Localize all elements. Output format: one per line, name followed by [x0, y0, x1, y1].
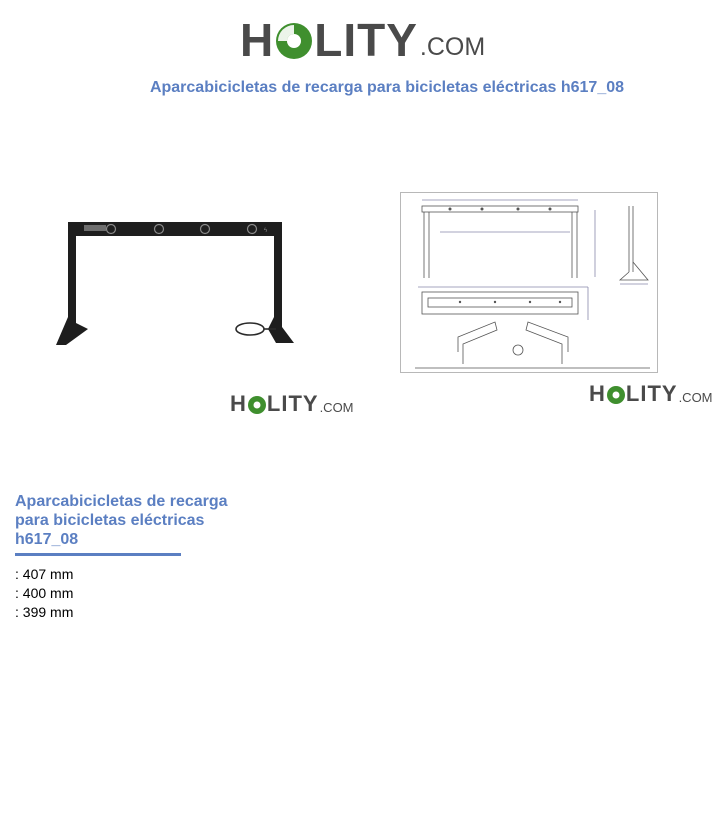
spec-row: : 407 mm [15, 566, 74, 582]
logo-lity: LITY [314, 14, 418, 66]
logo-o-icon [606, 382, 626, 406]
logo-lity: LITY [266, 391, 319, 416]
spec-row: : 399 mm [15, 604, 74, 620]
logo-com: .COM [419, 32, 486, 61]
technical-drawing [400, 192, 662, 374]
product-name-heading: Aparcabicicletas de recarga para bicicletas eléctricas h617_08 [15, 493, 228, 548]
logo-o-icon [274, 17, 314, 63]
holity-logo-small[interactable] [589, 380, 713, 408]
page-title: Aparcabicicletas de recarga para bicicletas eléctricas h617_08 [149, 79, 625, 96]
logo-h: H [230, 391, 247, 416]
spec-list [15, 565, 73, 622]
logo-lity: LITY [625, 381, 678, 406]
heading-underline [15, 553, 181, 556]
logo-com: .COM [319, 399, 354, 415]
logo-h: H [589, 381, 606, 406]
spec-row: : 400 mm [15, 585, 74, 601]
logo-h: H [240, 14, 275, 66]
product-photo [40, 205, 300, 355]
svg-text:ϟ: ϟ [264, 228, 268, 234]
logo-o-icon [247, 392, 267, 416]
holity-logo-small[interactable] [230, 390, 354, 418]
logo-com: .COM [678, 389, 713, 405]
holity-logo[interactable] [240, 12, 485, 68]
